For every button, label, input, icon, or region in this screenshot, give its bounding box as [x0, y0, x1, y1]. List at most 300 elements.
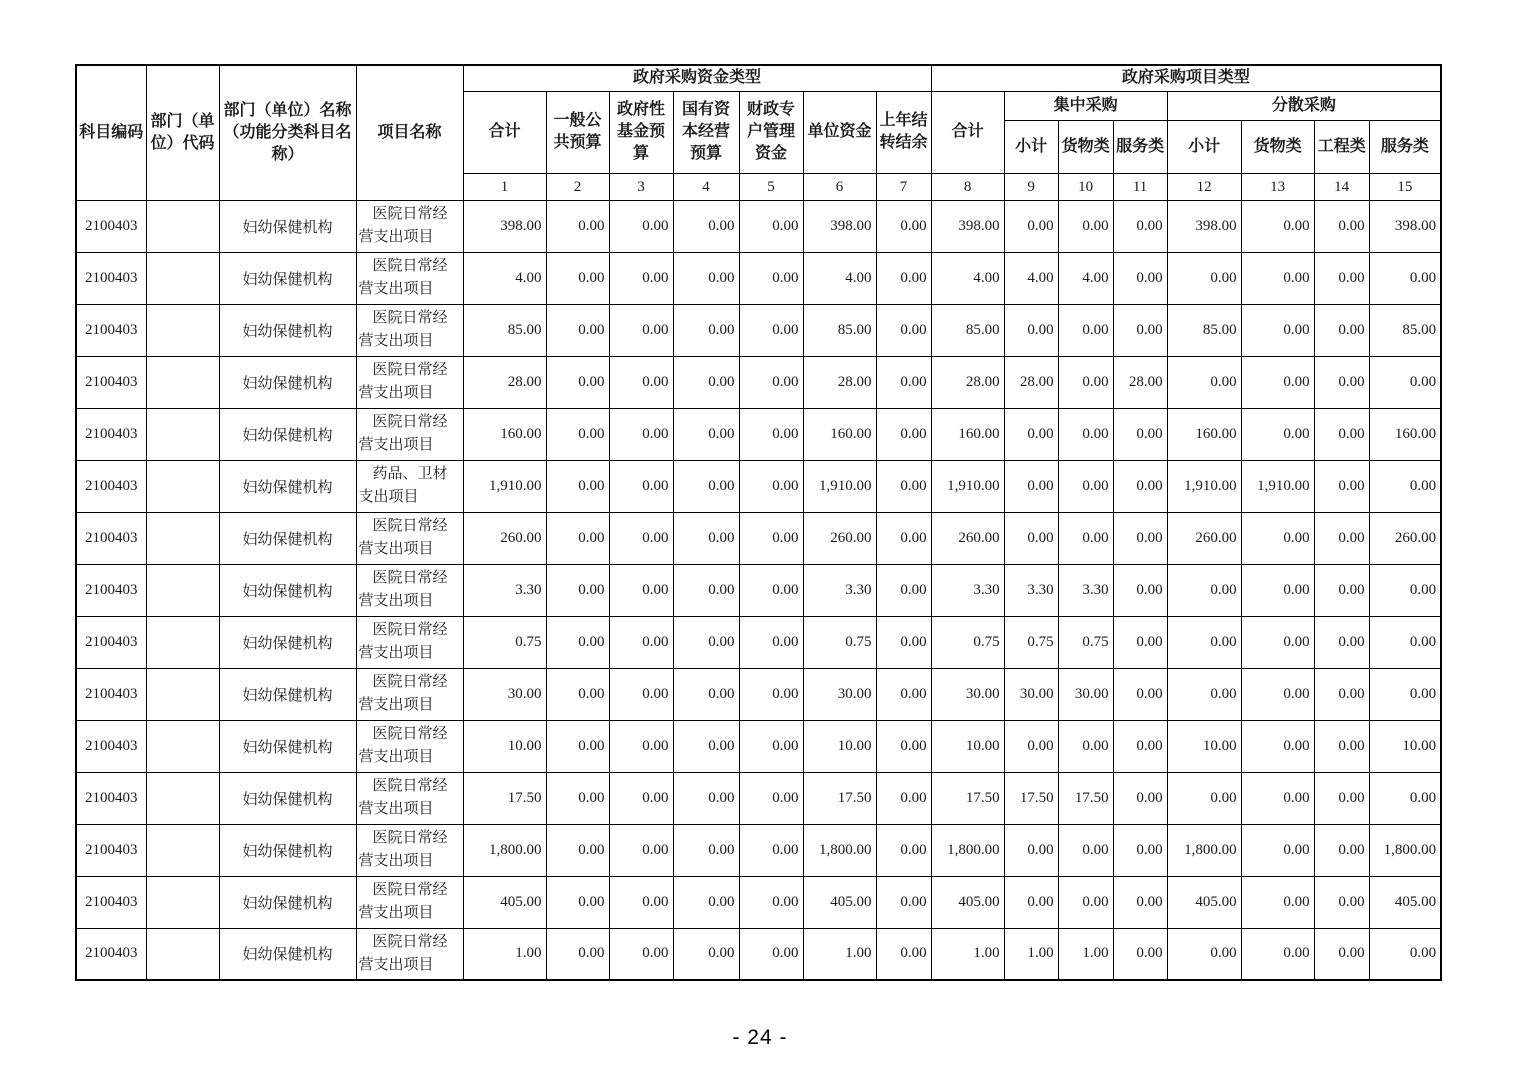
value-cell: 0.00 — [673, 200, 739, 252]
dept-name-cell: 妇幼保健机构 — [219, 252, 356, 304]
value-cell: 0.00 — [739, 252, 803, 304]
value-cell: 0.00 — [546, 824, 609, 876]
column-number: 11 — [1113, 173, 1167, 200]
value-cell: 0.00 — [1369, 252, 1441, 304]
value-cell: 1,800.00 — [803, 824, 876, 876]
value-cell: 28.00 — [1004, 356, 1058, 408]
dept-name-cell: 妇幼保健机构 — [219, 460, 356, 512]
subject-code-cell: 2100403 — [76, 460, 146, 512]
dept-code-cell — [146, 512, 219, 564]
value-cell: 0.00 — [546, 616, 609, 668]
dept-code-cell — [146, 304, 219, 356]
value-cell: 0.00 — [876, 512, 931, 564]
value-cell: 17.50 — [1004, 772, 1058, 824]
value-cell: 0.00 — [673, 460, 739, 512]
value-cell: 0.00 — [1113, 616, 1167, 668]
value-cell: 0.00 — [1004, 824, 1058, 876]
header-fund-type-group: 政府采购资金类型 — [463, 65, 931, 91]
value-cell: 0.00 — [739, 668, 803, 720]
value-cell: 30.00 — [463, 668, 546, 720]
value-cell: 10.00 — [803, 720, 876, 772]
value-cell: 1,800.00 — [1369, 824, 1441, 876]
project-name-cell: 药品、卫材支出项目 — [356, 460, 463, 512]
value-cell: 0.00 — [546, 928, 609, 980]
header-govt-fund-budget: 政府性基金预算 — [609, 91, 673, 173]
header-centralized-group: 集中采购 — [1004, 91, 1167, 120]
value-cell: 85.00 — [803, 304, 876, 356]
value-cell: 0.00 — [1058, 824, 1113, 876]
value-cell: 0.00 — [1241, 304, 1314, 356]
value-cell: 0.00 — [609, 720, 673, 772]
value-cell: 0.00 — [739, 304, 803, 356]
value-cell: 0.00 — [1314, 408, 1369, 460]
project-name-cell: 医院日常经营支出项目 — [356, 356, 463, 408]
value-cell: 0.00 — [1241, 772, 1314, 824]
value-cell: 398.00 — [1167, 200, 1241, 252]
value-cell: 0.00 — [546, 408, 609, 460]
value-cell: 1,910.00 — [463, 460, 546, 512]
header-decentralized-group: 分散采购 — [1167, 91, 1441, 120]
value-cell: 0.00 — [1241, 876, 1314, 928]
value-cell: 3.30 — [1004, 564, 1058, 616]
value-cell: 0.00 — [609, 304, 673, 356]
value-cell: 0.00 — [673, 616, 739, 668]
value-cell: 0.00 — [1369, 460, 1441, 512]
value-cell: 0.00 — [1314, 200, 1369, 252]
header-decentralized-engineering: 工程类 — [1314, 120, 1369, 173]
value-cell: 10.00 — [931, 720, 1004, 772]
subject-code-cell: 2100403 — [76, 928, 146, 980]
value-cell: 260.00 — [1369, 512, 1441, 564]
value-cell: 0.00 — [609, 616, 673, 668]
value-cell: 0.00 — [609, 408, 673, 460]
dept-code-cell — [146, 564, 219, 616]
value-cell: 0.00 — [1058, 408, 1113, 460]
value-cell: 0.00 — [739, 512, 803, 564]
value-cell: 17.50 — [463, 772, 546, 824]
subject-code-cell: 2100403 — [76, 668, 146, 720]
value-cell: 0.00 — [1113, 876, 1167, 928]
value-cell: 0.00 — [609, 200, 673, 252]
page-number: - 24 - — [732, 1026, 788, 1049]
table-row — [76, 824, 1441, 876]
dept-name-cell: 妇幼保健机构 — [219, 512, 356, 564]
value-cell: 0.00 — [673, 928, 739, 980]
value-cell: 0.00 — [1369, 928, 1441, 980]
value-cell: 160.00 — [1167, 408, 1241, 460]
value-cell: 0.00 — [876, 408, 931, 460]
header-centralized-services: 服务类 — [1113, 120, 1167, 173]
value-cell: 0.00 — [1113, 928, 1167, 980]
dept-name-cell: 妇幼保健机构 — [219, 408, 356, 460]
project-name-cell: 医院日常经营支出项目 — [356, 720, 463, 772]
value-cell: 0.00 — [546, 304, 609, 356]
header-project-type-group: 政府采购项目类型 — [931, 65, 1441, 91]
value-cell: 0.00 — [546, 876, 609, 928]
value-cell: 0.00 — [546, 668, 609, 720]
dept-code-cell — [146, 824, 219, 876]
header-unit-funds: 单位资金 — [803, 91, 876, 173]
value-cell: 1.00 — [1058, 928, 1113, 980]
column-number: 2 — [546, 173, 609, 200]
column-number: 15 — [1369, 173, 1441, 200]
value-cell: 0.00 — [1314, 304, 1369, 356]
value-cell: 0.00 — [1369, 564, 1441, 616]
value-cell: 0.00 — [1167, 616, 1241, 668]
table-row — [76, 252, 1441, 304]
dept-name-cell: 妇幼保健机构 — [219, 876, 356, 928]
value-cell: 0.00 — [1167, 564, 1241, 616]
table-row — [76, 876, 1441, 928]
header-centralized-subtotal: 小计 — [1004, 120, 1058, 173]
value-cell: 0.00 — [1004, 720, 1058, 772]
column-number: 12 — [1167, 173, 1241, 200]
value-cell: 0.00 — [609, 772, 673, 824]
value-cell: 1.00 — [463, 928, 546, 980]
value-cell: 0.00 — [739, 564, 803, 616]
value-cell: 10.00 — [1167, 720, 1241, 772]
value-cell: 0.00 — [1004, 304, 1058, 356]
value-cell: 0.00 — [673, 304, 739, 356]
value-cell: 0.00 — [1314, 460, 1369, 512]
value-cell: 398.00 — [931, 200, 1004, 252]
value-cell: 4.00 — [803, 252, 876, 304]
value-cell: 17.50 — [931, 772, 1004, 824]
project-name-cell: 医院日常经营支出项目 — [356, 668, 463, 720]
value-cell: 0.00 — [876, 200, 931, 252]
value-cell: 0.00 — [673, 252, 739, 304]
value-cell: 0.00 — [1113, 200, 1167, 252]
value-cell: 0.00 — [739, 772, 803, 824]
value-cell: 0.00 — [739, 824, 803, 876]
value-cell: 0.00 — [546, 252, 609, 304]
value-cell: 0.00 — [739, 200, 803, 252]
table-row — [76, 720, 1441, 772]
dept-name-cell: 妇幼保健机构 — [219, 564, 356, 616]
subject-code-cell: 2100403 — [76, 616, 146, 668]
subject-code-cell: 2100403 — [76, 252, 146, 304]
value-cell: 30.00 — [1004, 668, 1058, 720]
value-cell: 398.00 — [463, 200, 546, 252]
value-cell: 0.00 — [546, 564, 609, 616]
value-cell: 30.00 — [931, 668, 1004, 720]
value-cell: 0.00 — [1058, 460, 1113, 512]
value-cell: 0.00 — [1167, 356, 1241, 408]
value-cell: 0.00 — [1314, 720, 1369, 772]
value-cell: 0.00 — [876, 928, 931, 980]
column-number: 4 — [673, 173, 739, 200]
subject-code-cell: 2100403 — [76, 824, 146, 876]
value-cell: 3.30 — [1058, 564, 1113, 616]
table-row — [76, 304, 1441, 356]
value-cell: 0.00 — [876, 356, 931, 408]
table-row — [76, 772, 1441, 824]
value-cell: 0.00 — [1314, 824, 1369, 876]
value-cell: 0.00 — [1369, 356, 1441, 408]
dept-code-cell — [146, 200, 219, 252]
subject-code-cell: 2100403 — [76, 512, 146, 564]
dept-name-cell: 妇幼保健机构 — [219, 616, 356, 668]
header-general-public-budget: 一般公共预算 — [546, 91, 609, 173]
value-cell: 260.00 — [931, 512, 1004, 564]
value-cell: 1,910.00 — [931, 460, 1004, 512]
value-cell: 0.00 — [1058, 200, 1113, 252]
dept-code-cell — [146, 876, 219, 928]
value-cell: 0.00 — [1113, 564, 1167, 616]
value-cell: 0.75 — [463, 616, 546, 668]
header-fund-total: 合计 — [463, 91, 546, 173]
value-cell: 85.00 — [1369, 304, 1441, 356]
header-dept-name: 部门（单位）名称（功能分类科目名称） — [219, 65, 356, 200]
value-cell: 0.00 — [876, 772, 931, 824]
value-cell: 0.00 — [609, 824, 673, 876]
value-cell: 0.00 — [546, 200, 609, 252]
table-row — [76, 356, 1441, 408]
value-cell: 1.00 — [803, 928, 876, 980]
value-cell: 0.00 — [1241, 928, 1314, 980]
header-subject-code: 科目编码 — [76, 65, 146, 200]
project-name-cell: 医院日常经营支出项目 — [356, 252, 463, 304]
dept-name-cell: 妇幼保健机构 — [219, 304, 356, 356]
column-number: 1 — [463, 173, 546, 200]
value-cell: 0.00 — [739, 928, 803, 980]
dept-code-cell — [146, 616, 219, 668]
value-cell: 0.00 — [1369, 772, 1441, 824]
value-cell: 28.00 — [931, 356, 1004, 408]
value-cell: 0.00 — [1004, 460, 1058, 512]
column-number: 9 — [1004, 173, 1058, 200]
value-cell: 0.00 — [739, 876, 803, 928]
value-cell: 0.00 — [1113, 252, 1167, 304]
value-cell: 0.00 — [739, 408, 803, 460]
value-cell: 0.00 — [1058, 876, 1113, 928]
dept-code-cell — [146, 928, 219, 980]
value-cell: 0.00 — [1241, 616, 1314, 668]
value-cell: 0.00 — [1058, 720, 1113, 772]
value-cell: 0.00 — [739, 356, 803, 408]
value-cell: 30.00 — [803, 668, 876, 720]
project-name-cell: 医院日常经营支出项目 — [356, 408, 463, 460]
value-cell: 17.50 — [1058, 772, 1113, 824]
subject-code-cell: 2100403 — [76, 200, 146, 252]
dept-name-cell: 妇幼保健机构 — [219, 668, 356, 720]
column-number: 3 — [609, 173, 673, 200]
dept-name-cell: 妇幼保健机构 — [219, 772, 356, 824]
header-decentralized-services: 服务类 — [1369, 120, 1441, 173]
table-body — [76, 200, 1441, 980]
value-cell: 0.00 — [1369, 616, 1441, 668]
value-cell: 85.00 — [931, 304, 1004, 356]
project-name-cell: 医院日常经营支出项目 — [356, 564, 463, 616]
value-cell: 0.00 — [1314, 356, 1369, 408]
value-cell: 0.00 — [876, 460, 931, 512]
value-cell: 0.00 — [1241, 720, 1314, 772]
dept-code-cell — [146, 408, 219, 460]
subject-code-cell: 2100403 — [76, 304, 146, 356]
value-cell: 0.00 — [546, 720, 609, 772]
value-cell: 0.00 — [1058, 512, 1113, 564]
value-cell: 0.00 — [1113, 720, 1167, 772]
value-cell: 0.00 — [876, 616, 931, 668]
table-row — [76, 928, 1441, 980]
value-cell: 4.00 — [931, 252, 1004, 304]
table-row — [76, 512, 1441, 564]
column-number: 8 — [931, 173, 1004, 200]
procurement-budget-table — [75, 64, 1442, 981]
value-cell: 405.00 — [803, 876, 876, 928]
table-row — [76, 668, 1441, 720]
value-cell: 0.00 — [609, 460, 673, 512]
header-project-name: 项目名称 — [356, 65, 463, 200]
table-row — [76, 616, 1441, 668]
dept-code-cell — [146, 668, 219, 720]
value-cell: 0.00 — [1314, 668, 1369, 720]
value-cell: 0.00 — [1113, 824, 1167, 876]
value-cell: 0.00 — [1113, 304, 1167, 356]
header-dept-code: 部门（单位）代码 — [146, 65, 219, 200]
header-fiscal-account-funds: 财政专户管理资金 — [739, 91, 803, 173]
value-cell: 3.30 — [463, 564, 546, 616]
value-cell: 0.00 — [673, 564, 739, 616]
value-cell: 405.00 — [1369, 876, 1441, 928]
value-cell: 0.00 — [546, 356, 609, 408]
dept-code-cell — [146, 720, 219, 772]
subject-code-cell: 2100403 — [76, 408, 146, 460]
value-cell: 0.00 — [609, 928, 673, 980]
header-state-capital-budget: 国有资本经营预算 — [673, 91, 739, 173]
header-project-total: 合计 — [931, 91, 1004, 173]
value-cell: 28.00 — [463, 356, 546, 408]
value-cell: 0.00 — [1314, 772, 1369, 824]
value-cell: 0.00 — [673, 824, 739, 876]
value-cell: 260.00 — [1167, 512, 1241, 564]
value-cell: 17.50 — [803, 772, 876, 824]
value-cell: 0.00 — [1113, 460, 1167, 512]
value-cell: 0.00 — [1004, 512, 1058, 564]
value-cell: 3.30 — [931, 564, 1004, 616]
value-cell: 0.00 — [673, 408, 739, 460]
value-cell: 0.00 — [673, 356, 739, 408]
value-cell: 3.30 — [803, 564, 876, 616]
value-cell: 0.00 — [546, 460, 609, 512]
value-cell: 0.00 — [673, 720, 739, 772]
dept-name-cell: 妇幼保健机构 — [219, 928, 356, 980]
value-cell: 0.00 — [673, 512, 739, 564]
value-cell: 0.75 — [803, 616, 876, 668]
value-cell: 0.00 — [609, 512, 673, 564]
value-cell: 1.00 — [931, 928, 1004, 980]
table-header — [76, 65, 1441, 200]
project-name-cell: 医院日常经营支出项目 — [356, 512, 463, 564]
value-cell: 1,910.00 — [803, 460, 876, 512]
value-cell: 0.00 — [876, 564, 931, 616]
header-decentralized-subtotal: 小计 — [1167, 120, 1241, 173]
value-cell: 0.00 — [673, 668, 739, 720]
value-cell: 0.00 — [1113, 772, 1167, 824]
value-cell: 0.00 — [876, 720, 931, 772]
column-number: 5 — [739, 173, 803, 200]
value-cell: 0.00 — [1113, 668, 1167, 720]
value-cell: 0.00 — [1241, 564, 1314, 616]
value-cell: 260.00 — [463, 512, 546, 564]
column-number: 10 — [1058, 173, 1113, 200]
header-carryover: 上年结转结余 — [876, 91, 931, 173]
value-cell: 30.00 — [1058, 668, 1113, 720]
value-cell: 0.00 — [609, 252, 673, 304]
project-name-cell: 医院日常经营支出项目 — [356, 200, 463, 252]
value-cell: 0.00 — [1314, 928, 1369, 980]
value-cell: 160.00 — [1369, 408, 1441, 460]
value-cell: 0.00 — [1241, 512, 1314, 564]
project-name-cell: 医院日常经营支出项目 — [356, 876, 463, 928]
value-cell: 1,800.00 — [463, 824, 546, 876]
value-cell: 0.00 — [673, 876, 739, 928]
value-cell: 1,800.00 — [931, 824, 1004, 876]
value-cell: 28.00 — [803, 356, 876, 408]
value-cell: 85.00 — [1167, 304, 1241, 356]
value-cell: 0.00 — [1314, 512, 1369, 564]
value-cell: 0.00 — [739, 460, 803, 512]
value-cell: 4.00 — [1004, 252, 1058, 304]
value-cell: 0.00 — [1113, 512, 1167, 564]
value-cell: 0.00 — [1241, 824, 1314, 876]
header-centralized-goods: 货物类 — [1058, 120, 1113, 173]
dept-code-cell — [146, 252, 219, 304]
value-cell: 0.00 — [546, 772, 609, 824]
value-cell: 0.00 — [876, 252, 931, 304]
value-cell: 405.00 — [931, 876, 1004, 928]
value-cell: 0.00 — [739, 616, 803, 668]
value-cell: 260.00 — [803, 512, 876, 564]
table-row — [76, 408, 1441, 460]
column-number: 7 — [876, 173, 931, 200]
value-cell: 405.00 — [463, 876, 546, 928]
value-cell: 1.00 — [1004, 928, 1058, 980]
value-cell: 0.75 — [1004, 616, 1058, 668]
value-cell: 160.00 — [463, 408, 546, 460]
value-cell: 0.00 — [1058, 304, 1113, 356]
value-cell: 0.00 — [1167, 252, 1241, 304]
value-cell: 0.00 — [673, 772, 739, 824]
value-cell: 0.00 — [1004, 876, 1058, 928]
value-cell: 0.00 — [1241, 252, 1314, 304]
value-cell: 405.00 — [1167, 876, 1241, 928]
header-decentralized-goods: 货物类 — [1241, 120, 1314, 173]
value-cell: 0.00 — [1241, 408, 1314, 460]
subject-code-cell: 2100403 — [76, 876, 146, 928]
subject-code-cell: 2100403 — [76, 564, 146, 616]
value-cell: 1,910.00 — [1241, 460, 1314, 512]
value-cell: 28.00 — [1113, 356, 1167, 408]
value-cell: 0.00 — [1369, 668, 1441, 720]
project-name-cell: 医院日常经营支出项目 — [356, 304, 463, 356]
dept-code-cell — [146, 356, 219, 408]
project-name-cell: 医院日常经营支出项目 — [356, 772, 463, 824]
value-cell: 0.00 — [1314, 876, 1369, 928]
value-cell: 0.00 — [1004, 408, 1058, 460]
value-cell: 4.00 — [1058, 252, 1113, 304]
value-cell: 0.00 — [609, 356, 673, 408]
value-cell: 0.00 — [609, 564, 673, 616]
value-cell: 0.00 — [1314, 616, 1369, 668]
table-row — [76, 564, 1441, 616]
project-name-cell: 医院日常经营支出项目 — [356, 824, 463, 876]
dept-name-cell: 妇幼保健机构 — [219, 356, 356, 408]
value-cell: 0.00 — [609, 668, 673, 720]
value-cell: 4.00 — [463, 252, 546, 304]
project-name-cell: 医院日常经营支出项目 — [356, 616, 463, 668]
value-cell: 398.00 — [803, 200, 876, 252]
